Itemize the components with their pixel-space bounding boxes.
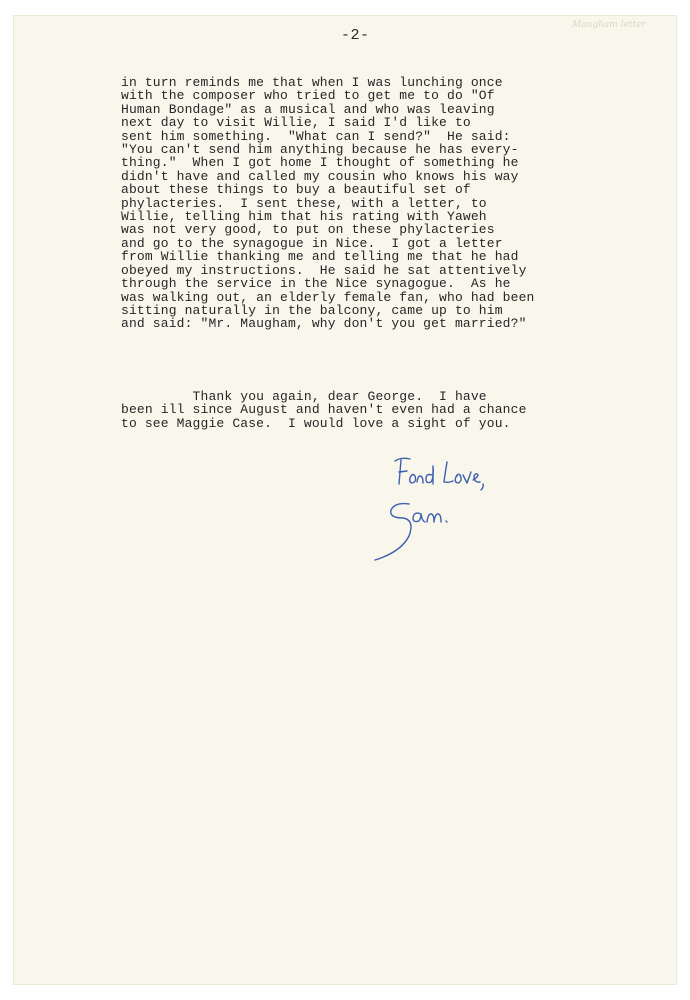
text-line: "You can't send him anything because he has every-: [121, 142, 519, 158]
text-line: sent him something. "What can I send?" He said:: [121, 128, 511, 144]
text-line: about these things to buy a beautiful set of: [121, 182, 471, 198]
text-line: was not very good, to put on these phylacteries: [121, 222, 495, 238]
text-line: through the service in the Nice synagogue. As he: [121, 276, 511, 292]
text-line: obeyed my instructions. He said he sat attentively: [121, 262, 527, 278]
text-line: didn't have and called my cousin who knows his way: [121, 168, 519, 184]
letter-paragraph-2: [121, 390, 527, 430]
text-line: Human Bondage" as a musical and who was leaving: [121, 101, 495, 117]
letter-paragraph-1: [121, 76, 534, 331]
text-line: and go to the synagogue in Nice. I got a letter: [121, 235, 503, 251]
text-line: and said: "Mr. Maugham, why don't you get married?": [121, 316, 527, 332]
text-line: with the composer who tried to get me to do "Of: [121, 88, 495, 104]
page-number: -2-: [341, 27, 370, 44]
text-line: in turn reminds me that when I was lunching once: [121, 75, 503, 90]
text-line: next day to visit Willie, I said I'd like to: [121, 115, 471, 131]
text-line: Willie, telling him that his rating with Yaweh: [121, 209, 487, 225]
text-line: thing." When I got home I thought of something he: [121, 155, 519, 171]
text-line: was walking out, an elderly female fan, who had been: [121, 289, 535, 305]
archival-pencil-mark: Maugham letter: [572, 20, 646, 30]
text-line: from Willie thanking me and telling me that he had: [121, 249, 519, 265]
text-line: sitting naturally in the balcony, came up to him: [121, 302, 503, 318]
text-line: to see Maggie Case. I would love a sight of you.: [121, 415, 511, 431]
handwritten-signature: [365, 448, 545, 578]
text-line: been ill since August and haven't even had a chance: [121, 402, 527, 418]
text-line: Thank you again, dear George. I have: [121, 389, 487, 404]
text-line: phylacteries. I sent these, with a letter, to: [121, 195, 487, 211]
